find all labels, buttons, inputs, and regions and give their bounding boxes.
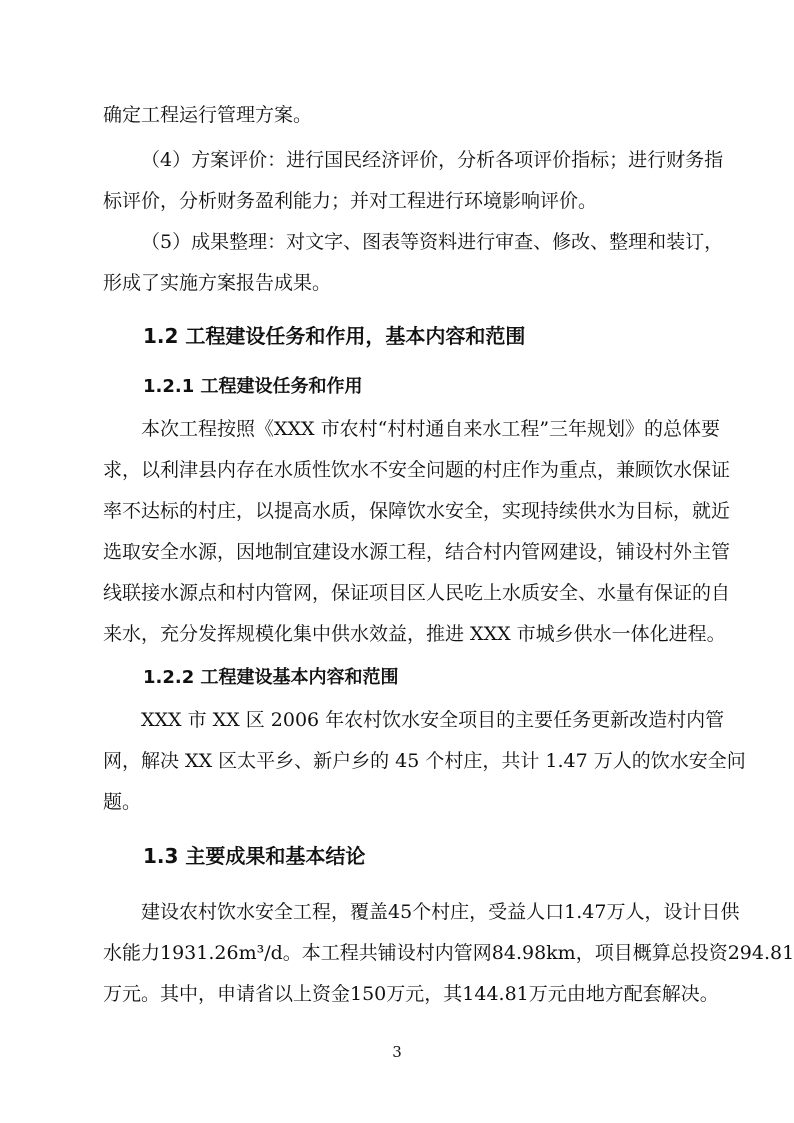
body-line: （5）成果整理：对文字、图表等资料进行审查、修改、整理和装订， <box>141 231 724 253</box>
page-number: 3 <box>392 1043 402 1061</box>
body-line: 率不达标的村庄，以提高水质，保障饮水安全，实现持续供水为目标，就近 <box>103 500 731 522</box>
body-line: 水能力1931.26m³/d。本工程共铺设村内管网84.98km，项目概算总投资294.81 <box>103 942 794 964</box>
body-line: 网，解决 XX 区太平乡、新户乡的 45 个村庄，共计 1.47 万人的饮水安全问 <box>103 750 746 772</box>
section-heading-1-3: 1.3 主要成果和基本结论 <box>143 844 366 868</box>
body-line: 建设农村饮水安全工程，覆盖45个村庄，受益人口1.47万人，设计日供 <box>141 901 740 923</box>
body-line: 形成了实施方案报告成果。 <box>103 272 332 294</box>
body-line: 标评价，分析财务盈利能力；并对工程进行环境影响评价。 <box>103 190 598 212</box>
body-line: 万元。其中，申请省以上资金150万元，其144.81万元由地方配套解决。 <box>103 983 719 1005</box>
body-line: （4）方案评价：进行国民经济评价，分析各项评价指标；进行财务指 <box>141 149 724 171</box>
body-line: XXX 市 XX 区 2006 年农村饮水安全项目的主要任务更新改造村内管 <box>141 709 725 731</box>
section-heading-1-2: 1.2 工程建设任务和作用，基本内容和范围 <box>143 324 526 348</box>
body-line: 求，以利津县内存在水质性饮水不安全问题的村庄作为重点，兼顾饮水保证 <box>103 459 731 481</box>
body-line: 来水，充分发挥规模化集中供水效益，推进 XXX 市城乡供水一体化进程。 <box>103 623 726 645</box>
body-line: 本次工程按照《XXX 市农村“村村通自来水工程”三年规划》的总体要 <box>141 418 721 440</box>
subsection-heading-1-2-1: 1.2.1 工程建设任务和作用 <box>143 376 363 397</box>
body-line: 线联接水源点和村内管网，保证项目区人民吃上水质安全、水量有保证的自 <box>103 582 731 604</box>
body-line: 题。 <box>103 791 142 813</box>
body-line: 选取安全水源，因地制宜建设水源工程，结合村内管网建设，铺设村外主管 <box>103 541 731 563</box>
subsection-heading-1-2-2: 1.2.2 工程建设基本内容和范围 <box>143 667 399 688</box>
body-line: 确定工程运行管理方案。 <box>103 104 313 126</box>
